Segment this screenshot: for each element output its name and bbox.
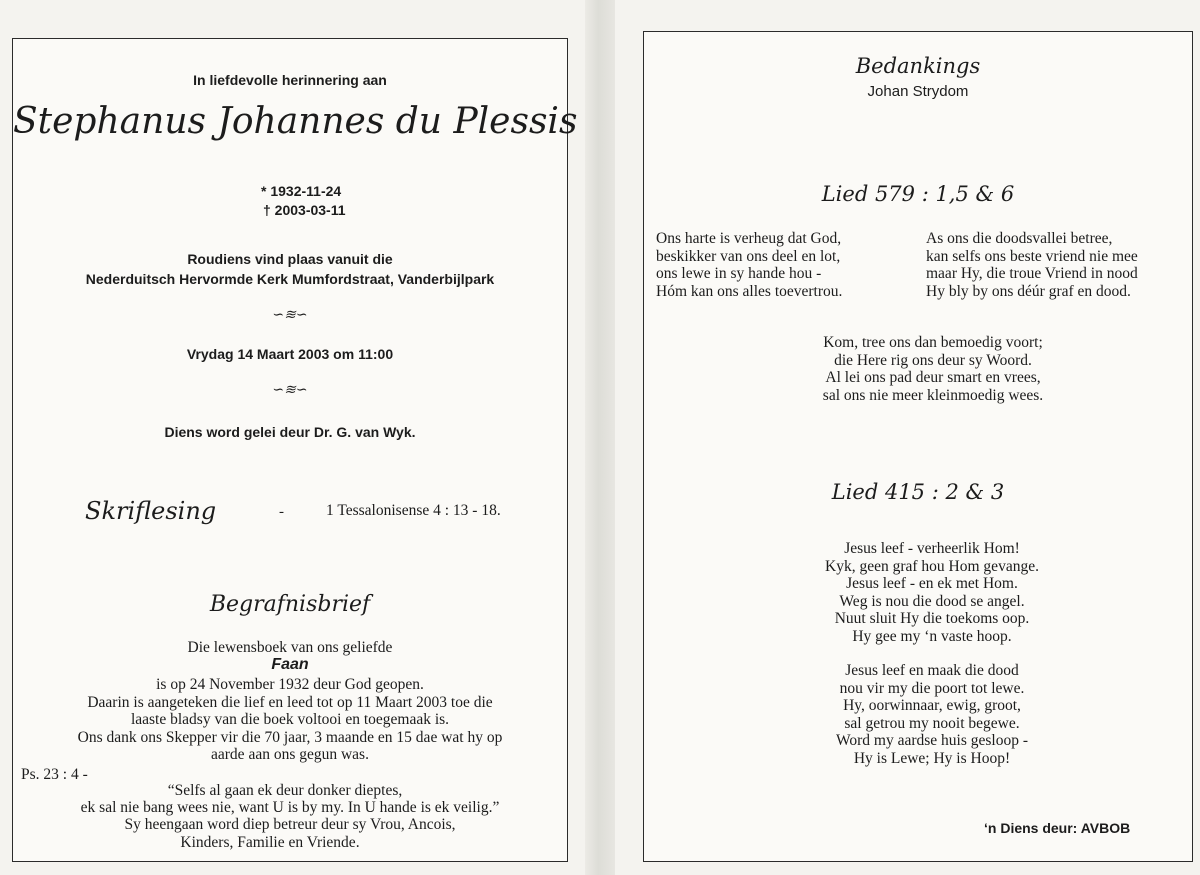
service-line-1: Roudiens vind plaas vanuit die	[187, 251, 393, 267]
hymn-line: Jesus leef en maak die dood	[845, 662, 1019, 679]
service-date-time: Vrydag 14 Maart 2003 om 11:00	[186, 346, 394, 362]
hymn-line: Hy, oorwinnaar, ewig, groot,	[843, 697, 1021, 714]
death-date: † 2003-03-11	[263, 202, 346, 218]
hymn-line: Jesus leef - verheerlik Hom!	[844, 540, 1020, 557]
letter-line: is op 24 November 1932 deur God geopen.	[156, 676, 424, 693]
thanks-name: Johan Strydom	[867, 83, 969, 100]
deceased-name: Stephanus Johannes du Plessis	[13, 101, 578, 142]
hymn-2-verse-2	[672, 662, 1192, 767]
booklet-fold	[585, 0, 615, 875]
hymn-line: ons lewe in sy hande hou -	[656, 265, 822, 282]
closing-line-2: Kinders, Familie en Vriende.	[180, 834, 360, 851]
hymn-1-verse-2	[926, 230, 1138, 300]
letter-intro: Die lewensboek van ons geliefde	[187, 639, 393, 656]
birth-date: * 1932-11-24	[261, 183, 342, 199]
hymn-line: beskikker van ons deel en lot,	[656, 247, 841, 265]
hymn-1-verse-3	[674, 334, 1192, 404]
scripture-dash: -	[279, 504, 284, 520]
hymn-line: Ons harte is verheug dat God,	[656, 230, 842, 247]
service-line-2: Nederduitsch Hervormde Kerk Mumfordstraat, Vanderbijlpark	[85, 271, 495, 287]
hymn-line: Al lei ons pad deur smart en vrees,	[825, 369, 1041, 386]
closing-line-1: Sy heengaan word diep betreur deur sy Vrou, Ancois,	[124, 816, 456, 833]
hymn-line: Kom, tree ons dan bemoedig voort;	[823, 334, 1043, 351]
hymn-line: nou vir my die poort tot lewe.	[839, 679, 1025, 697]
letter-body	[13, 676, 567, 764]
hymn-2-verse-1	[672, 540, 1192, 645]
scripture-reference: 1 Tessalonisense 4 : 13 - 18.	[326, 502, 501, 519]
quote-line-1: “Selfs al gaan ek deur donker dieptes,	[167, 782, 403, 799]
thanks-title: Bedankings	[855, 54, 981, 78]
hymn-line: Word my aardse huis gesloop -	[835, 732, 1029, 749]
hymn-line: Hy bly by ons déúr graf en dood.	[926, 282, 1131, 300]
scripture-label: Skriflesing	[85, 497, 217, 525]
quote-line-2: ek sal nie bang wees nie, want U is by my. In U hande is ek veilig.”	[80, 799, 500, 816]
hymn-line: Kyk, geen graf hou Hom gevange.	[825, 557, 1039, 575]
hymn-line: sal ons nie meer kleinmoedig wees.	[822, 386, 1044, 404]
ornament-divider: ∽≋∽	[272, 307, 308, 323]
officiant-line: Diens word gelei deur Dr. G. van Wyk.	[164, 424, 416, 440]
nickname: Faan	[271, 656, 309, 673]
hymn-line: Weg is nou die dood se angel.	[839, 592, 1025, 610]
letter-line: Daarin is aangeteken die lief en leed tot op 11 Maart 2003 toe die	[87, 693, 493, 711]
left-page	[12, 38, 578, 862]
hymn-1-verse-1	[656, 230, 842, 300]
letter-line: Ons dank ons Skepper vir die 70 jaar, 3 maande en 15 dae wat hy op	[77, 728, 503, 746]
hymn-2-title: Lied 415 : 2 & 3	[831, 480, 1005, 504]
intro-text: In liefdevolle herinnering aan	[193, 72, 387, 88]
hymn-line: Hy is Lewe; Hy is Hoop!	[853, 749, 1011, 767]
right-page	[643, 31, 1193, 862]
hymn-line: Nuut sluit Hy die toekoms oop.	[834, 610, 1030, 627]
hymn-line: kan selfs ons beste vriend nie mee	[926, 247, 1138, 265]
psalm-reference: Ps. 23 : 4 -	[21, 766, 88, 783]
hymn-line: die Here rig ons deur sy Woord.	[834, 351, 1032, 369]
ornament-divider-2: ∽≋∽	[272, 382, 308, 398]
hymn-line: Hy gee my ‘n vaste hoop.	[852, 627, 1012, 645]
hymn-line: sal getrou my nooit begewe.	[844, 714, 1020, 732]
hymn-line: Jesus leef - en ek met Hom.	[846, 575, 1018, 592]
letter-line: aarde aan ons gegun was.	[211, 746, 369, 763]
funeral-letter-title: Begrafnisbrief	[209, 592, 371, 617]
hymn-1-title: Lied 579 : 1,5 & 6	[821, 182, 1015, 206]
hymn-line: As ons die doodsvallei betree,	[926, 230, 1113, 247]
funeral-provider: ‘n Diens deur: AVBOB	[984, 820, 1131, 836]
hymn-line: Hóm kan ons alles toevertrou.	[656, 282, 843, 300]
letter-line: laaste bladsy van die boek voltooi en toegemaak is.	[130, 711, 450, 728]
hymn-line: maar Hy, die troue Vriend in nood	[926, 265, 1138, 282]
